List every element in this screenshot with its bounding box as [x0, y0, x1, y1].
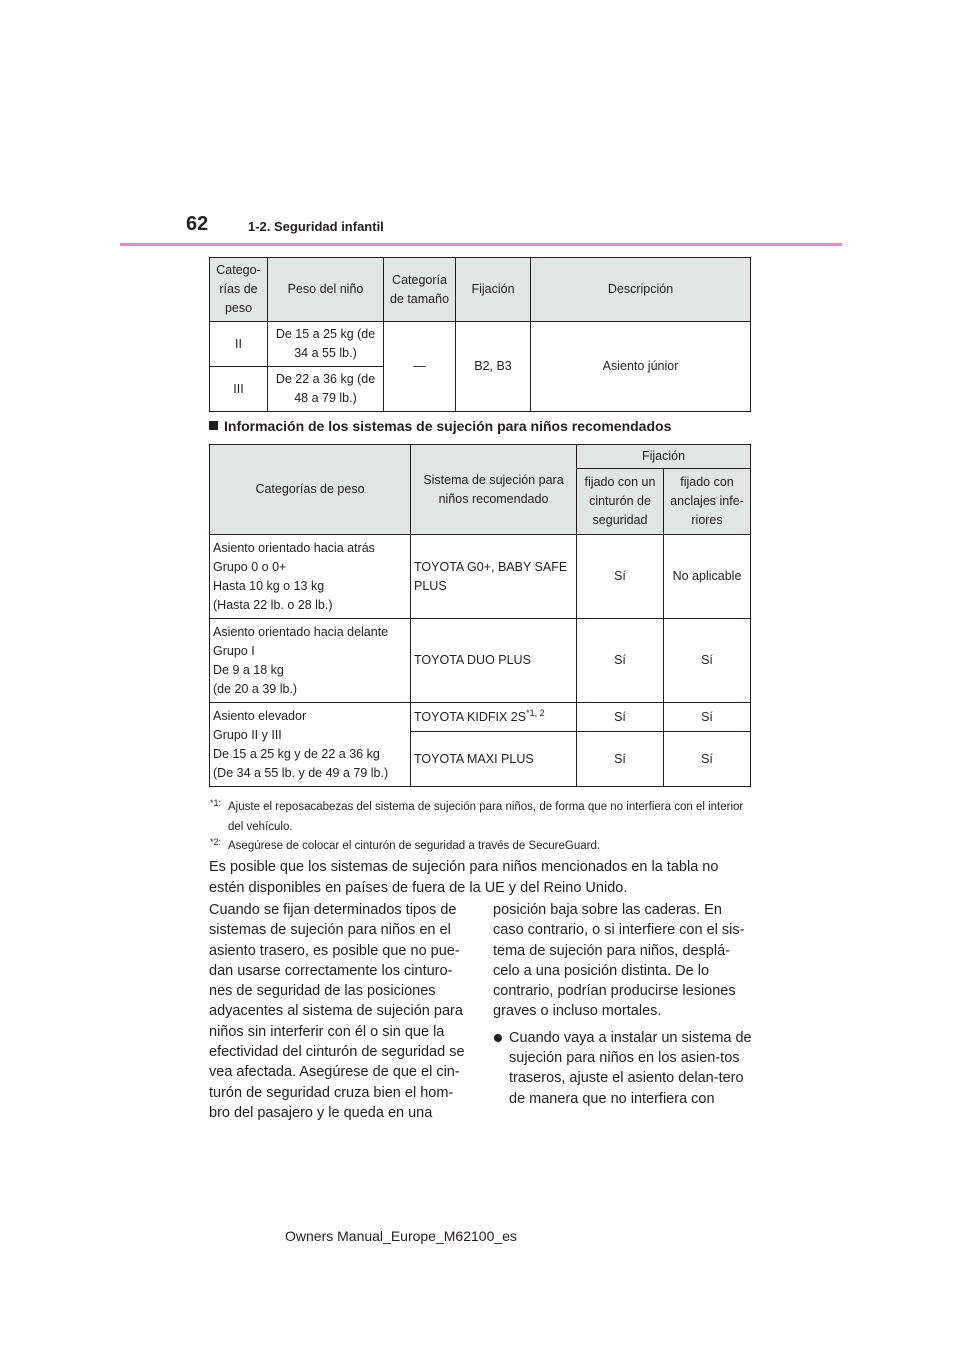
subheading — [209, 418, 671, 434]
table-cell-belt: Sí — [577, 619, 664, 703]
weight-category-table — [209, 257, 751, 412]
footnote-mark: *2: — [210, 837, 222, 847]
table2-header-weight: Categorías de peso — [210, 445, 411, 535]
table1-cell-description: Asiento júnior — [531, 322, 751, 412]
category-line: Grupo 0 o 0+ — [213, 559, 287, 574]
footer: Owners Manual_Europe_M62100_es — [285, 1228, 517, 1244]
category-line: Asiento elevador — [213, 708, 307, 723]
table2-header-belt: fijado con un cinturón de seguridad — [577, 469, 664, 535]
table-row-category — [210, 703, 411, 787]
footnote-ref: *1, 2 — [526, 707, 545, 718]
table1-cell-category: II — [210, 322, 268, 367]
bullet-item — [493, 1028, 755, 1109]
table-cell-anchors: No aplicable — [664, 535, 751, 619]
category-line: (De 34 a 55 lb. y de 49 a 79 lb.) — [213, 765, 389, 780]
body-paragraph: Cuando se fijan determinados tipos de sistemas de sujeción para niños en el asiento trasero, es posible que no pue-dan usarse correctamente los cinturo-nes de seguridad de las posiciones adyacentes al sistema de sujeción para niños sin interferir con él o sin que la efectividad del cinturón de seguridad se vea afectada. Asegúrese de que el cin-turón de seguridad cruza bien el hom-bro del pasajero y le queda en una — [209, 902, 465, 1121]
body-left-column — [209, 900, 469, 1123]
square-bullet-icon — [209, 421, 218, 430]
table1-header-fixation: Fijación — [456, 258, 531, 322]
table-cell-system: TOYOTA MAXI PLUS — [411, 732, 577, 787]
table-cell-anchors: Sí — [664, 732, 751, 787]
footnote-text: Asegúrese de colocar el cinturón de seguridad a través de SecureGuard. — [228, 840, 601, 852]
table1-cell-category: III — [210, 367, 268, 412]
table-cell-belt: Sí — [577, 535, 664, 619]
category-line: Grupo I — [213, 643, 255, 658]
body-right-column — [493, 900, 755, 1109]
category-line: De 15 a 25 kg y de 22 a 36 kg — [213, 746, 380, 761]
category-line: Grupo II y III — [213, 727, 282, 742]
footnote-1 — [210, 797, 750, 837]
category-line: Asiento orientado hacia delante — [213, 624, 389, 639]
table-cell-system — [411, 703, 577, 732]
table1-header-weight: Peso del niño — [268, 258, 384, 322]
table2-header-fixation: Fijación — [577, 445, 751, 469]
system-name: TOYOTA KIDFIX 2S — [414, 709, 527, 724]
category-line: Hasta 10 kg o 13 kg — [213, 578, 325, 593]
table-cell-system: TOYOTA DUO PLUS — [411, 619, 577, 703]
category-line: Asiento orientado hacia atrás — [213, 540, 375, 555]
table1-cell-size: — — [384, 322, 456, 412]
table-row-category — [210, 619, 411, 703]
category-line: (de 20 a 39 lb.) — [213, 681, 298, 696]
header-rule — [120, 243, 842, 246]
footnote-2 — [210, 836, 750, 856]
table-cell-system: TOYOTA G0+, BABY SAFE PLUS — [411, 535, 577, 619]
table-row-category — [210, 535, 411, 619]
bullet-dot-icon — [494, 1034, 502, 1042]
table1-cell-weight: De 15 a 25 kg (de 34 a 55 lb.) — [268, 322, 384, 367]
table-cell-belt: Sí — [577, 703, 664, 732]
table1-cell-fixation: B2, B3 — [456, 322, 531, 412]
table-cell-anchors: Sí — [664, 703, 751, 732]
table2-header-system: Sistema de sujeción para niños recomendado — [411, 445, 577, 535]
recommended-restraints-table — [209, 444, 751, 787]
page-number: 62 — [186, 213, 209, 235]
section-title: 1-2. Seguridad infantil — [248, 219, 384, 234]
intro-paragraph: Es posible que los sistemas de sujeción para niños mencionados en la tabla no estén disponibles en países de fuera de la UE y del Reino Unido. — [209, 859, 719, 896]
footnote-mark: *1: — [210, 798, 222, 808]
table-cell-belt: Sí — [577, 732, 664, 787]
table-cell-anchors: Sí — [664, 619, 751, 703]
body-paragraph: posición baja sobre las caderas. En caso contrario, o si interfiere con el sis-tema de sujeción para niños, desplá-celo a una posición distinta. De lo contrario, podrían producirse lesiones graves o incluso mortales. — [493, 902, 745, 1020]
table1-header-description: Descripción — [531, 258, 751, 322]
table1-header-category: Catego-rías de peso — [210, 258, 268, 322]
category-line: (Hasta 22 lb. o 28 lb.) — [213, 597, 333, 612]
category-line: De 9 a 18 kg — [213, 662, 284, 677]
table1-header-size: Categoría de tamaño — [384, 258, 456, 322]
table2-header-anchors: fijado con anclajes infe-riores — [664, 469, 751, 535]
table1-cell-weight: De 22 a 36 kg (de 48 a 79 lb.) — [268, 367, 384, 412]
subheading-text: Información de los sistemas de sujeción para niños recomendados — [224, 418, 672, 434]
bullet-text: Cuando vaya a instalar un sistema de sujeción para niños en los asien-tos traseros, ajuste el asiento delan-tero de manera que no interfiera con — [509, 1029, 752, 1107]
footnote-text: Ajuste el reposacabezas del sistema de sujeción para niños, de forma que no interfiera con el interior del vehículo. — [228, 801, 744, 833]
